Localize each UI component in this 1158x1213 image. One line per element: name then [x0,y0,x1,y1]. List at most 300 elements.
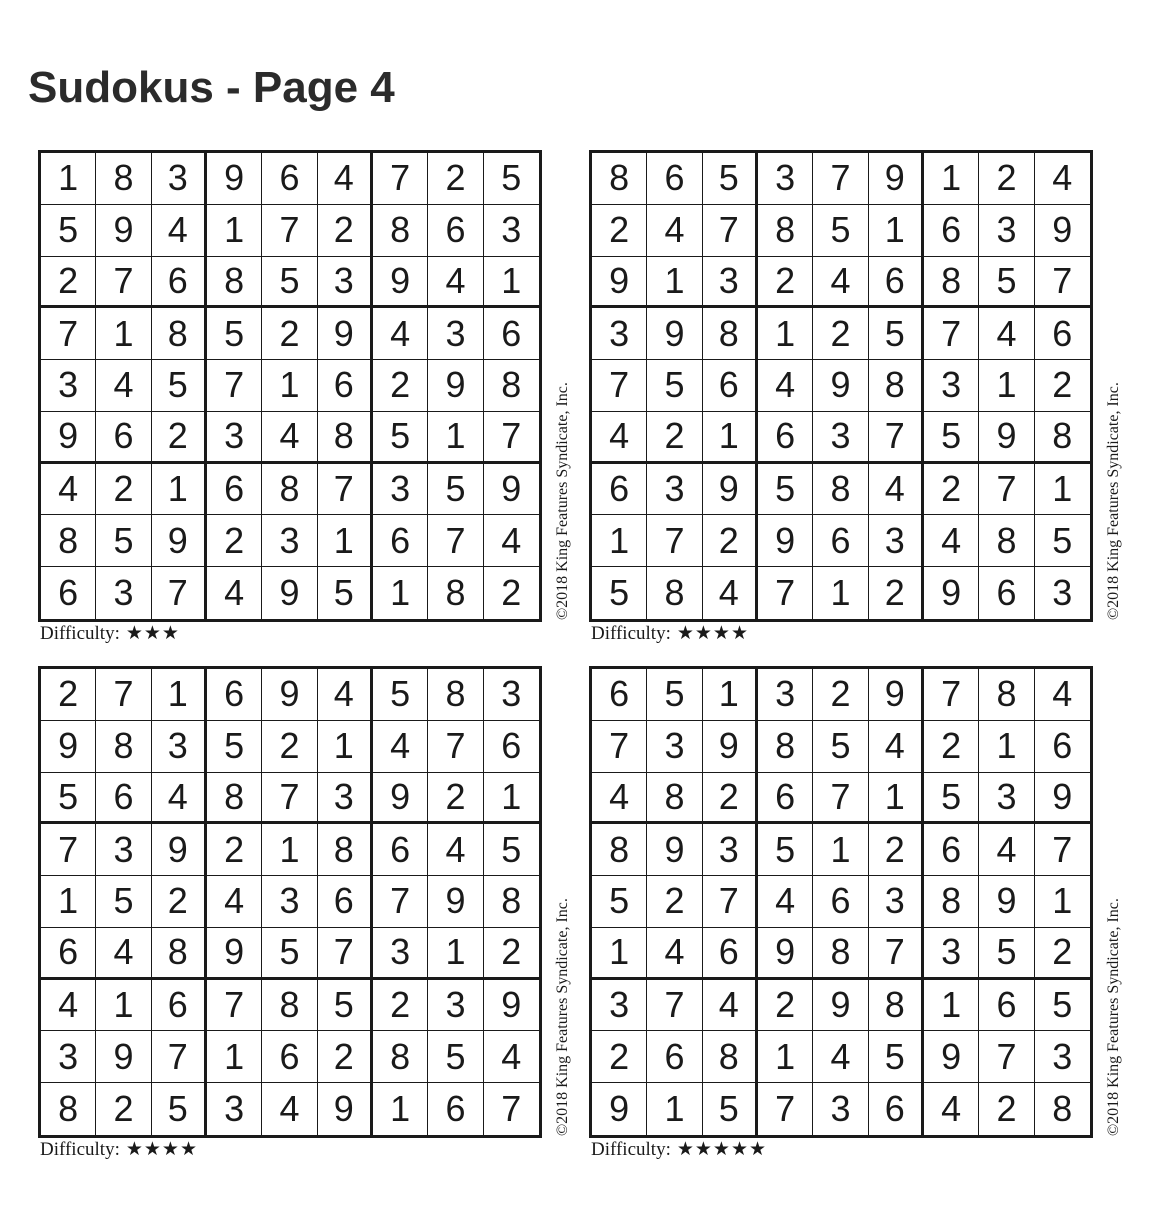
sudoku-cell: 2 [428,773,483,825]
sudoku-cell: 1 [647,257,702,309]
sudoku-cell: 9 [647,308,702,360]
sudoku-cell: 9 [1035,773,1090,825]
sudoku-cell: 1 [703,412,758,464]
sudoku-cell: 7 [924,669,979,721]
sudoku-cell: 8 [373,205,428,257]
sudoku-cell: 6 [373,515,428,567]
sudoku-cell: 2 [1035,928,1090,980]
sudoku-cell: 1 [318,721,373,773]
sudoku-cell: 1 [1035,876,1090,928]
sudoku-cell: 8 [207,773,262,825]
sudoku-cell: 5 [758,824,813,876]
sudoku-cell: 1 [484,773,539,825]
sudoku-cell: 2 [647,876,702,928]
sudoku-cell: 4 [813,1031,868,1083]
sudoku-cell: 3 [703,257,758,309]
sudoku-cell: 5 [1035,515,1090,567]
sudoku-cell: 8 [647,567,702,619]
sudoku-cell: 9 [484,980,539,1032]
sudoku-cell: 3 [373,928,428,980]
sudoku-cell: 6 [428,205,483,257]
sudoku-cell: 3 [318,773,373,825]
sudoku-cell: 6 [813,515,868,567]
sudoku-cell: 1 [813,824,868,876]
sudoku-cell: 9 [979,412,1034,464]
sudoku-cell: 8 [979,669,1034,721]
sudoku-cell: 6 [758,412,813,464]
sudoku-cell: 6 [152,980,207,1032]
sudoku-cell: 6 [262,153,317,205]
difficulty-stars: ★★★★★ [676,1139,768,1160]
sudoku-cell: 2 [373,360,428,412]
sudoku-cell: 1 [373,1083,428,1135]
sudoku-cell: 7 [207,360,262,412]
sudoku-cell: 9 [373,773,428,825]
sudoku-cell: 5 [96,876,151,928]
difficulty-rating [591,622,749,646]
sudoku-cell: 1 [152,464,207,516]
sudoku-cell: 3 [869,876,924,928]
sudoku-cell: 1 [262,824,317,876]
sudoku-cell: 4 [262,412,317,464]
sudoku-puzzle-1 [38,150,598,670]
sudoku-cell: 2 [96,464,151,516]
sudoku-cell: 1 [924,153,979,205]
sudoku-cell: 6 [1035,721,1090,773]
sudoku-cell: 1 [813,567,868,619]
sudoku-cell: 9 [703,464,758,516]
sudoku-cell: 9 [152,515,207,567]
sudoku-cell: 9 [428,360,483,412]
sudoku-cell: 9 [869,153,924,205]
sudoku-cell: 7 [647,515,702,567]
sudoku-cell: 8 [869,980,924,1032]
sudoku-cell: 7 [96,669,151,721]
sudoku-cell: 4 [373,308,428,360]
sudoku-cell: 6 [41,928,96,980]
sudoku-cell: 2 [428,153,483,205]
sudoku-cell: 9 [484,464,539,516]
sudoku-cell: 4 [207,567,262,619]
sudoku-cell: 3 [152,153,207,205]
sudoku-cell: 2 [703,773,758,825]
sudoku-cell: 3 [207,1083,262,1135]
sudoku-cell: 5 [703,153,758,205]
sudoku-cell: 7 [318,464,373,516]
sudoku-cell: 7 [428,515,483,567]
sudoku-cell: 1 [96,980,151,1032]
sudoku-cell: 4 [869,464,924,516]
sudoku-cell: 4 [703,980,758,1032]
sudoku-cell: 3 [484,205,539,257]
sudoku-cell: 8 [1052,1088,1073,1130]
sudoku-cell: 8 [428,669,483,721]
difficulty-label: Difficulty: [40,1139,120,1160]
sudoku-cell: 5 [484,824,539,876]
sudoku-cell: 4 [647,928,702,980]
sudoku-cell: 3 [647,464,702,516]
sudoku-cell: 1 [703,669,758,721]
sudoku-cell: 2 [1035,360,1090,412]
difficulty-stars: ★★★ [125,623,180,644]
sudoku-cell: 1 [869,773,924,825]
sudoku-cell: 9 [318,1083,373,1135]
sudoku-cell: 6 [703,928,758,980]
sudoku-cell: 7 [592,721,647,773]
sudoku-cell: 2 [703,515,758,567]
sudoku-cell: 4 [428,824,483,876]
sudoku-cell: 7 [262,773,317,825]
sudoku-cell: 4 [758,360,813,412]
sudoku-cell: 1 [428,928,483,980]
sudoku-cell: 9 [41,721,96,773]
sudoku-cell: 5 [924,412,979,464]
sudoku-cell: 2 [979,1083,1034,1135]
sudoku-cell: 7 [484,412,539,464]
sudoku-grid [589,150,1093,622]
sudoku-cell: 6 [262,1031,317,1083]
sudoku-cell: 8 [318,412,373,464]
sudoku-cell: 4 [41,980,96,1032]
sudoku-cell: 3 [924,928,979,980]
sudoku-cell: 6 [318,876,373,928]
sudoku-cell: 9 [979,876,1034,928]
sudoku-cell: 4 [428,257,483,309]
sudoku-cell: 5 [647,669,702,721]
sudoku-cell: 8 [262,464,317,516]
sudoku-cell: 8 [96,721,151,773]
sudoku-cell: 9 [592,257,647,309]
sudoku-cell: 3 [758,153,813,205]
sudoku-cell: 3 [318,257,373,309]
sudoku-cell: 1 [373,567,428,619]
sudoku-cell: 1 [484,257,539,309]
sudoku-cell: 8 [318,824,373,876]
difficulty-rating [40,622,180,646]
sudoku-cell: 7 [813,153,868,205]
sudoku-puzzle-2 [589,150,1149,670]
sudoku-cell: 8 [813,464,868,516]
sudoku-cell: 5 [647,360,702,412]
sudoku-cell: 5 [979,257,1034,309]
sudoku-cell: 5 [428,464,483,516]
sudoku-cell: 3 [207,412,262,464]
sudoku-cell: 6 [703,360,758,412]
sudoku-cell: 4 [758,876,813,928]
sudoku-cell: 1 [758,308,813,360]
sudoku-cell: 5 [41,205,96,257]
sudoku-cell: 3 [813,412,868,464]
sudoku-cell: 1 [428,412,483,464]
sudoku-cell: 2 [152,412,207,464]
sudoku-cell: 9 [1035,205,1090,257]
sudoku-cell: 9 [262,567,317,619]
sudoku-cell: 9 [207,153,262,205]
sudoku-cell: 9 [703,721,758,773]
sudoku-cell: 5 [813,205,868,257]
sudoku-cell: 5 [979,928,1034,980]
difficulty-label: Difficulty: [40,623,120,644]
sudoku-cell: 9 [207,928,262,980]
sudoku-cell: 7 [979,1031,1034,1083]
sudoku-cell: 3 [428,980,483,1032]
sudoku-cell: 6 [96,773,151,825]
sudoku-cell: 5 [262,928,317,980]
sudoku-cell: 2 [207,824,262,876]
sudoku-cell: 6 [924,824,979,876]
sudoku-cell: 5 [373,669,428,721]
sudoku-cell: 2 [758,980,813,1032]
sudoku-cell: 2 [501,572,522,614]
sudoku-cell: 2 [41,669,96,721]
sudoku-cell: 2 [979,153,1034,205]
sudoku-cell: 8 [979,515,1034,567]
sudoku-cell: 5 [592,876,647,928]
sudoku-cell: 7 [869,928,924,980]
sudoku-cell: 3 [924,360,979,412]
sudoku-cell: 7 [647,980,702,1032]
sudoku-cell: 8 [592,153,647,205]
sudoku-cell: 3 [41,1031,96,1083]
sudoku-cell: 1 [152,669,207,721]
sudoku-cell: 6 [207,669,262,721]
sudoku-cell: 6 [41,567,96,619]
sudoku-cell: 5 [262,257,317,309]
sudoku-grid [589,666,1093,1138]
sudoku-cell: 9 [373,257,428,309]
sudoku-cell: 6 [758,773,813,825]
sudoku-cell: 1 [758,1031,813,1083]
sudoku-cell: 6 [592,464,647,516]
copyright-notice: ©2018 King Features Syndicate, Inc. [554,898,571,1136]
sudoku-cell: 7 [373,153,428,205]
sudoku-cell: 6 [373,824,428,876]
sudoku-cell: 6 [647,1031,702,1083]
sudoku-cell: 3 [152,721,207,773]
sudoku-grid [38,666,542,1138]
sudoku-cell: 3 [1035,1031,1090,1083]
sudoku-cell: 4 [647,205,702,257]
sudoku-cell: 4 [41,464,96,516]
sudoku-cell: 4 [262,1083,317,1135]
sudoku-cell: 4 [703,567,758,619]
sudoku-cell: 9 [647,824,702,876]
sudoku-cell: 3 [703,824,758,876]
sudoku-cell: 2 [484,928,539,980]
sudoku-cell: 8 [703,308,758,360]
sudoku-cell: 9 [758,515,813,567]
sudoku-cell: 3 [813,1083,868,1135]
sudoku-cell: 3 [1052,572,1073,614]
sudoku-cell: 8 [592,824,647,876]
sudoku-cell: 5 [152,360,207,412]
sudoku-cell: 2 [96,1083,151,1135]
sudoku-cell: 1 [96,308,151,360]
sudoku-cell: 9 [869,669,924,721]
sudoku-cell: 8 [152,308,207,360]
sudoku-cell: 4 [152,773,207,825]
page-title: Sudokus - Page 4 [28,63,395,112]
sudoku-cell: 7 [373,876,428,928]
sudoku-cell: 6 [924,205,979,257]
sudoku-cell: 4 [813,257,868,309]
sudoku-cell: 7 [41,308,96,360]
sudoku-cell: 7 [924,308,979,360]
sudoku-cell: 5 [207,308,262,360]
sudoku-cell: 2 [318,1031,373,1083]
sudoku-cell: 2 [869,567,924,619]
sudoku-cell: 4 [373,721,428,773]
sudoku-cell: 9 [813,980,868,1032]
sudoku-cell: 7 [501,1088,522,1130]
sudoku-cell: 2 [592,1031,647,1083]
sudoku-cell: 1 [592,515,647,567]
sudoku-cell: 4 [1035,153,1090,205]
sudoku-cell: 5 [96,515,151,567]
sudoku-cell: 2 [41,257,96,309]
sudoku-cell: 8 [1035,412,1090,464]
sudoku-cell: 6 [869,1083,924,1135]
difficulty-rating [591,1138,767,1162]
sudoku-cell: 3 [262,876,317,928]
sudoku-cell: 1 [318,515,373,567]
sudoku-cell: 6 [979,980,1034,1032]
sudoku-puzzle-3 [38,666,598,1186]
difficulty-rating [40,1138,198,1162]
sudoku-cell: 7 [262,205,317,257]
sudoku-cell: 7 [703,205,758,257]
sudoku-cell: 5 [592,567,647,619]
sudoku-cell: 3 [484,669,539,721]
sudoku-cell: 9 [924,1031,979,1083]
sudoku-cell: 2 [758,257,813,309]
sudoku-cell: 8 [758,721,813,773]
sudoku-cell: 3 [428,308,483,360]
sudoku-cell: 9 [96,1031,151,1083]
sudoku-cell: 3 [96,567,151,619]
sudoku-cell: 8 [647,773,702,825]
sudoku-cell: 3 [592,308,647,360]
sudoku-cell: 5 [1035,980,1090,1032]
difficulty-label: Difficulty: [591,623,671,644]
sudoku-cell: 1 [869,205,924,257]
sudoku-cell: 6 [96,412,151,464]
sudoku-cell: 4 [484,1031,539,1083]
sudoku-cell: 2 [592,205,647,257]
sudoku-cell: 2 [813,669,868,721]
sudoku-cell: 6 [428,1083,483,1135]
sudoku-cell: 1 [41,153,96,205]
sudoku-cell: 9 [428,876,483,928]
sudoku-cell: 9 [758,928,813,980]
sudoku-cell: 8 [813,928,868,980]
sudoku-cell: 6 [647,153,702,205]
sudoku-cell: 5 [869,308,924,360]
sudoku-cell: 9 [96,205,151,257]
sudoku-cell: 1 [924,980,979,1032]
sudoku-puzzle-4 [589,666,1149,1186]
sudoku-cell: 3 [41,360,96,412]
sudoku-cell: 4 [924,1083,979,1135]
sudoku-cell: 9 [592,1083,647,1135]
sudoku-cell: 5 [813,721,868,773]
sudoku-cell: 1 [262,360,317,412]
sudoku-cell: 4 [318,153,373,205]
sudoku-cell: 2 [152,876,207,928]
sudoku-cell: 2 [373,980,428,1032]
sudoku-cell: 1 [647,1083,702,1135]
sudoku-cell: 1 [979,721,1034,773]
sudoku-cell: 7 [813,773,868,825]
sudoku-cell: 6 [152,257,207,309]
sudoku-cell: 1 [207,205,262,257]
sudoku-cell: 4 [1035,669,1090,721]
sudoku-cell: 7 [41,824,96,876]
sudoku-cell: 8 [41,1083,96,1135]
sudoku-cell: 2 [647,412,702,464]
sudoku-cell: 6 [207,464,262,516]
sudoku-cell: 8 [758,205,813,257]
sudoku-cell: 6 [1035,308,1090,360]
sudoku-cell: 6 [979,567,1034,619]
sudoku-cell: 8 [41,515,96,567]
sudoku-cell: 9 [813,360,868,412]
copyright-notice: ©2018 King Features Syndicate, Inc. [554,382,571,620]
sudoku-cell: 3 [647,721,702,773]
sudoku-cell: 4 [592,773,647,825]
sudoku-cell: 2 [262,721,317,773]
sudoku-cell: 8 [428,567,483,619]
sudoku-cell: 7 [758,567,813,619]
sudoku-cell: 6 [592,669,647,721]
sudoku-cell: 7 [318,928,373,980]
sudoku-cell: 7 [152,567,207,619]
sudoku-cell: 5 [318,567,373,619]
sudoku-cell: 2 [924,464,979,516]
sudoku-cell: 4 [207,876,262,928]
sudoku-cell: 4 [924,515,979,567]
sudoku-cell: 9 [318,308,373,360]
sudoku-cell: 3 [373,464,428,516]
sudoku-cell: 2 [318,205,373,257]
sudoku-cell: 7 [592,360,647,412]
sudoku-cell: 3 [96,824,151,876]
sudoku-cell: 8 [373,1031,428,1083]
sudoku-cell: 5 [484,153,539,205]
sudoku-cell: 5 [41,773,96,825]
sudoku-cell: 2 [813,308,868,360]
sudoku-cell: 2 [924,721,979,773]
sudoku-cell: 3 [979,773,1034,825]
difficulty-stars: ★★★★ [125,1139,198,1160]
sudoku-cell: 7 [96,257,151,309]
sudoku-cell: 7 [428,721,483,773]
sudoku-cell: 7 [758,1083,813,1135]
sudoku-cell: 1 [592,928,647,980]
sudoku-cell: 8 [869,360,924,412]
sudoku-cell: 4 [152,205,207,257]
sudoku-cell: 3 [262,515,317,567]
sudoku-cell: 7 [207,980,262,1032]
sudoku-cell: 8 [924,876,979,928]
sudoku-grid [38,150,542,622]
sudoku-cell: 8 [703,1031,758,1083]
sudoku-cell: 1 [1035,464,1090,516]
sudoku-cell: 4 [484,515,539,567]
copyright-notice: ©2018 King Features Syndicate, Inc. [1105,898,1122,1136]
sudoku-cell: 1 [979,360,1034,412]
sudoku-cell: 2 [869,824,924,876]
